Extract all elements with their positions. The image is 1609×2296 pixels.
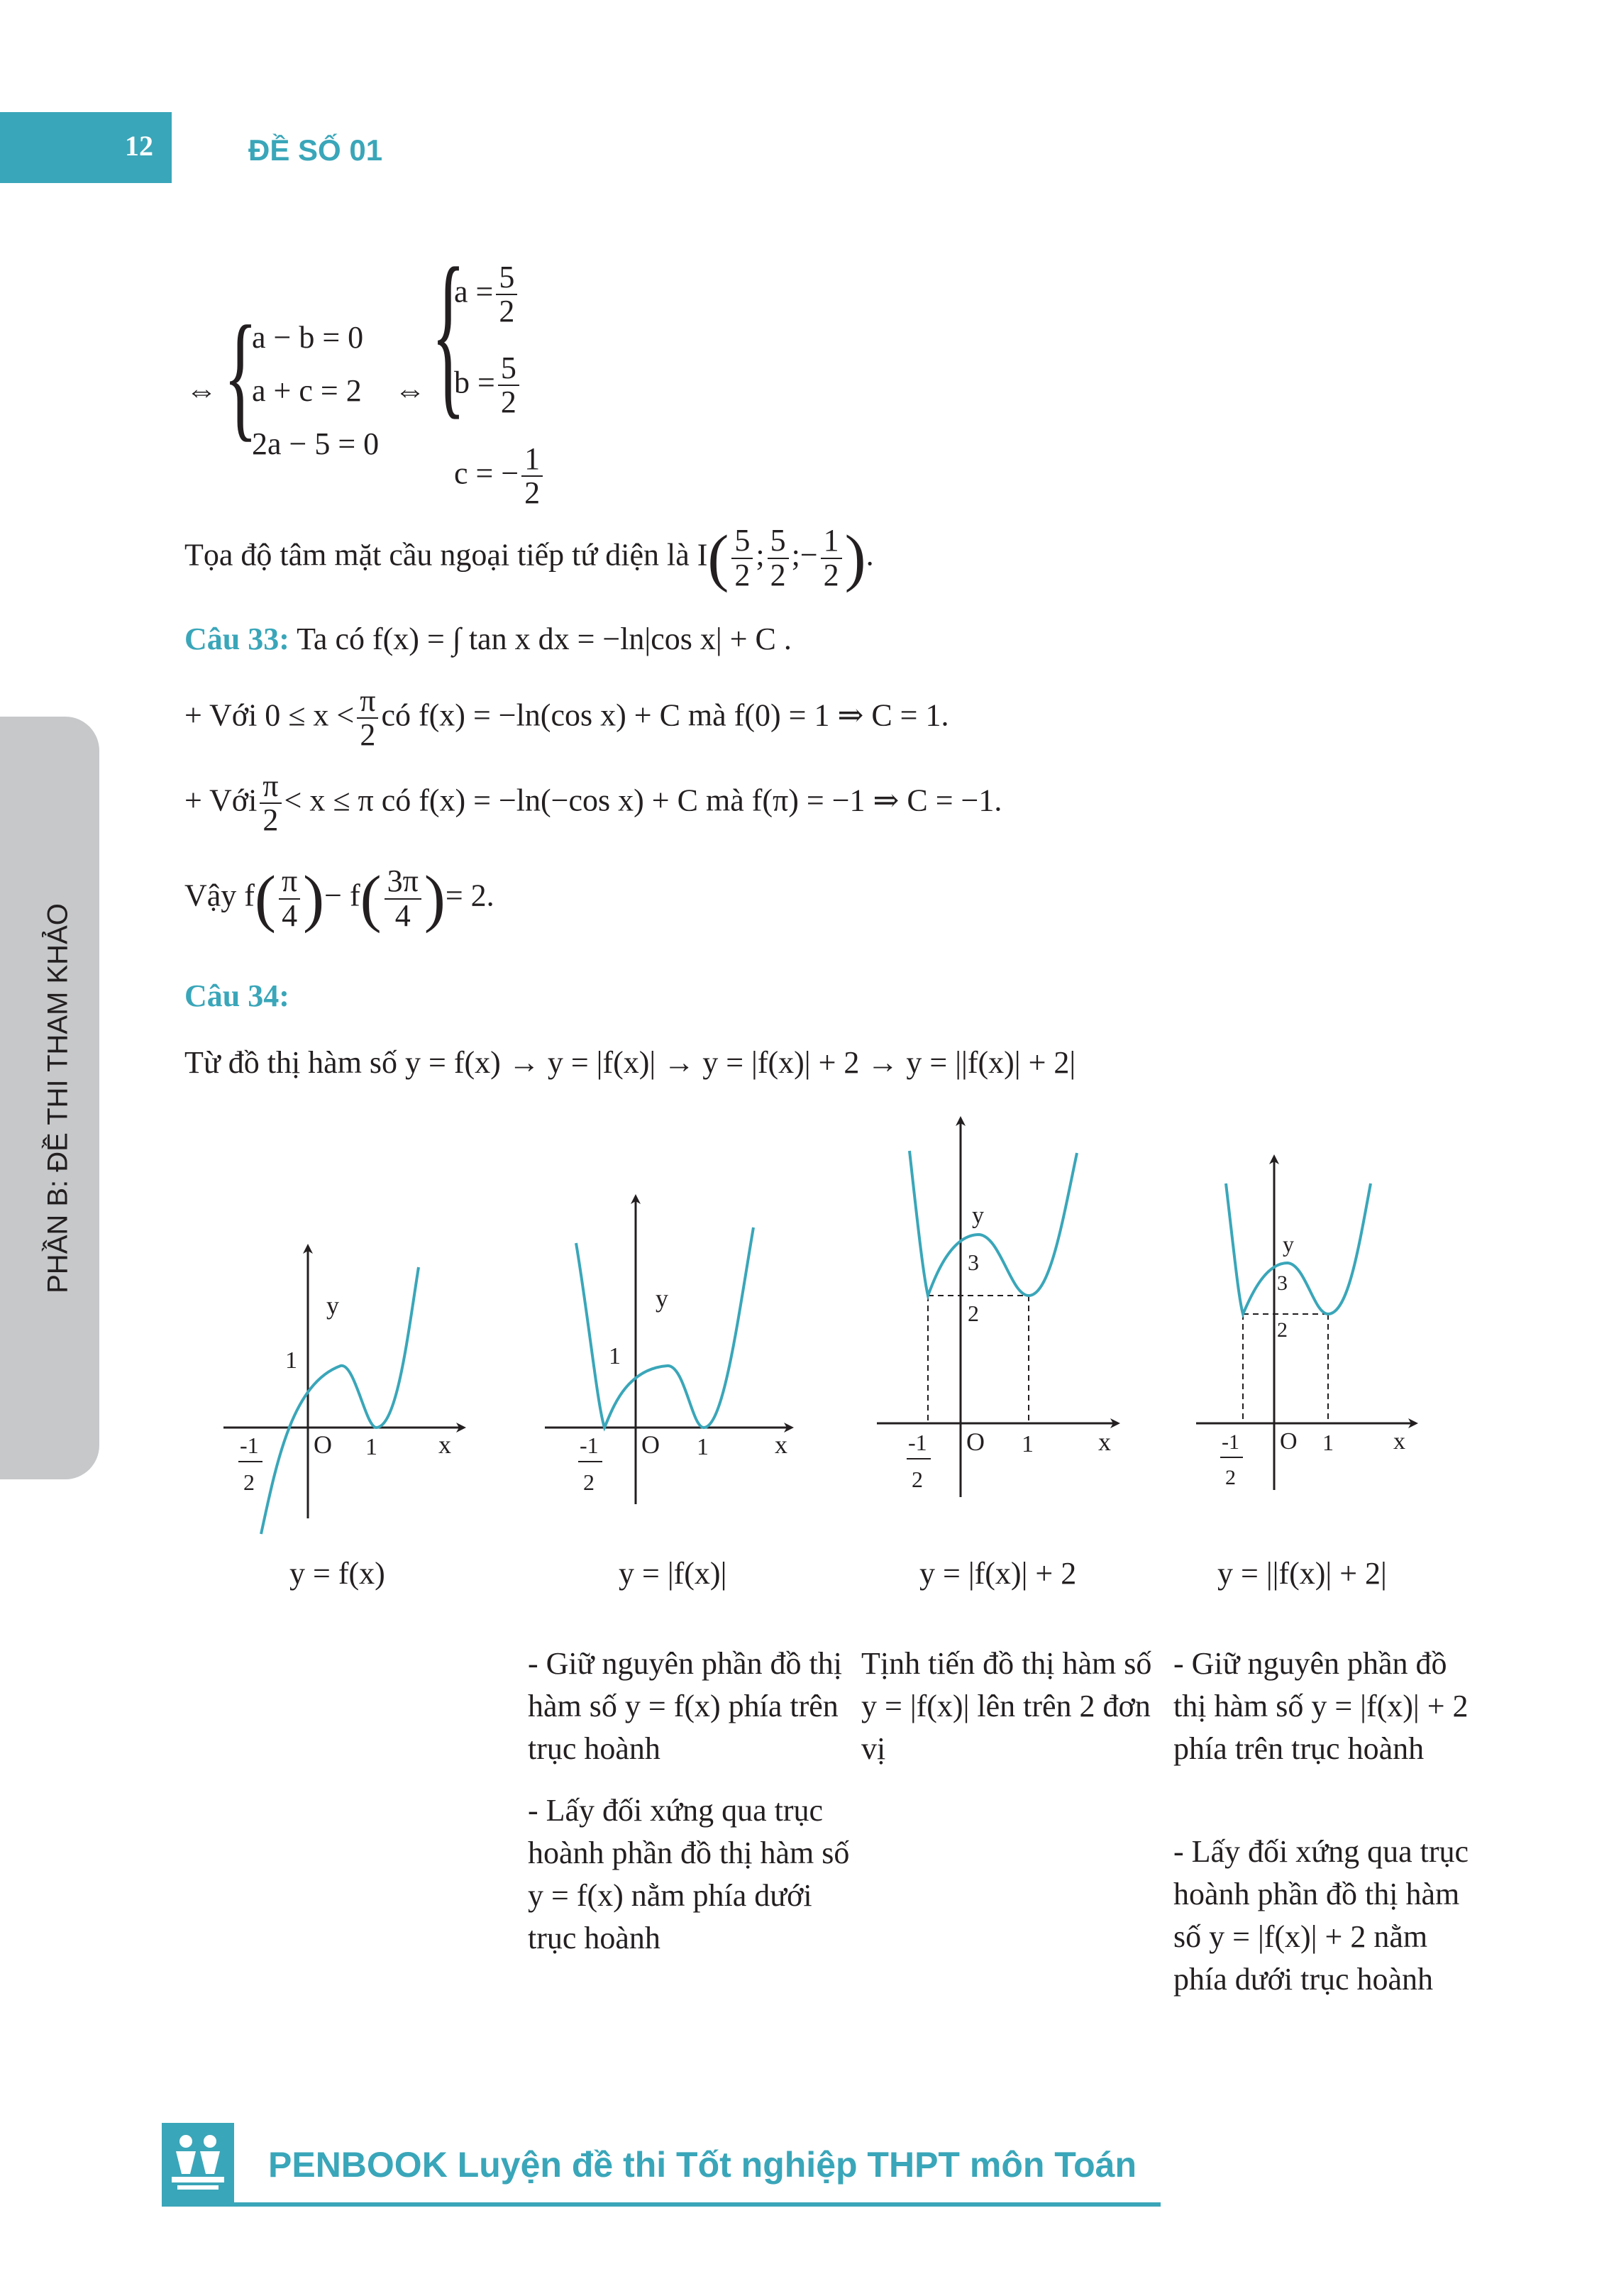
system-eq-1: a − b = 0 (252, 320, 364, 355)
graph-f-tick-1: 1 (365, 1434, 377, 1460)
graph-4-y-tick-2: 2 (1277, 1318, 1288, 1342)
graph-f-curve (261, 1267, 419, 1534)
graph-f (223, 1249, 461, 1534)
graph-3-x-label: x (1098, 1428, 1111, 1456)
graph-3-neg-num: -1 (908, 1430, 927, 1455)
desc-col4-b: - Lấy đối xứng qua trục hoành phần đồ thị hàm số y = |f(x)| + 2 nằm phía dưới trục hoành (1173, 1834, 1469, 1997)
graph-abs-f-curve (576, 1227, 753, 1428)
q34-intro: Từ đồ thị hàm số y = f(x) → y = |f(x)| → y = |f(x)| + 2 → y = ||f(x)| + 2| (184, 1045, 1076, 1080)
system-eq-3: 2a − 5 = 0 (252, 426, 380, 461)
graph-f-origin: O (314, 1430, 332, 1459)
graph-4-x-label: x (1393, 1428, 1405, 1455)
left-brace-1: { (223, 297, 258, 454)
solution-a: a = $\frac{5}{2}$ (454, 261, 520, 328)
graph-3-y-label: y (972, 1203, 984, 1229)
graph-3-tick-1: 1 (1022, 1431, 1034, 1457)
q33-case-1: + Với 0 ≤ x < $\frac{\pi}{2}$ có f(x) = −ln(cos x) + C mà f(0) = 1 ⇒ C = 1. (184, 683, 949, 753)
graph-f-neg-den: 2 (243, 1469, 255, 1495)
footer-title: PENBOOK Luyện đề thi Tốt nghiệp THPT môn Toán (268, 2145, 1137, 2185)
graph-f-neg-num: -1 (240, 1433, 259, 1458)
caption-abs-f-plus-2: y = |f(x)| + 2 (919, 1556, 1077, 1591)
desc-col3: Tịnh tiến đồ thị hàm số y = |f(x)| lên trên 2 đơn vị (861, 1646, 1152, 1766)
solution-c: c = − $\frac{1}{2}$ (454, 443, 546, 509)
desc-col4-a: - Giữ nguyên phần đồ thị hàm số y = |f(x)| + 2 phía trên trục hoành (1173, 1646, 1469, 1766)
solution-b: b = $\frac{5}{2}$ (454, 352, 522, 419)
graph-abs-f-neg-den: 2 (583, 1469, 595, 1495)
graph-abs-f (545, 1199, 789, 1504)
sphere-center-line: Tọa độ tâm mặt cầu ngoại tiếp tứ diện là I( $\frac{5}{2}$ ; $\frac{5}{2}$ ;− $\frac{1}{2}$ ). (184, 523, 874, 593)
graph-abs-f-neg-num: -1 (580, 1433, 599, 1458)
graph-3-origin: O (966, 1428, 985, 1456)
equiv-sign-1: ⇔ (186, 373, 217, 408)
system-eq-2: a + c = 2 (252, 373, 362, 408)
graph-abs-abs-f-plus-2 (1196, 1159, 1413, 1490)
graph-abs-f-x-label: x (775, 1430, 787, 1459)
caption-f: y = f(x) (289, 1556, 385, 1591)
q33-label: Câu 33: (184, 622, 289, 656)
exam-title: ĐỀ SỐ 01 (248, 133, 383, 167)
desc-col2-a: - Giữ nguyên phần đồ thị hàm số y = f(x) phía trên trục hoành (528, 1646, 843, 1766)
graph-4-neg-den: 2 (1225, 1466, 1236, 1489)
graph-3-y-tick-3: 3 (968, 1249, 979, 1275)
graph-abs-f-y-label: y (656, 1284, 668, 1313)
graph-f-y-label: y (326, 1291, 339, 1320)
footer-logo (162, 2123, 234, 2202)
caption-abs-f: y = |f(x)| (619, 1556, 727, 1591)
graph-abs-f-y-tick-1: 1 (609, 1343, 621, 1369)
q33-result: Vậy f( $\frac{\pi}{4}$ )− f( $\frac{3\pi}{4}$ )= 2. (184, 863, 494, 934)
graphs-figure (0, 1107, 1609, 1547)
graph-3-curve (909, 1151, 1077, 1296)
graph-f-x-label: x (438, 1430, 451, 1459)
graph-4-y-label: y (1283, 1231, 1294, 1257)
graph-3-y-tick-2: 2 (968, 1301, 979, 1326)
q34-label: Câu 34: (184, 978, 289, 1013)
caption-abs-abs-f-plus-2: y = ||f(x)| + 2| (1217, 1556, 1387, 1591)
q33-intro: Câu 33: Ta có f(x) = ∫ tan x dx = −ln|cos x| + C . (184, 622, 792, 656)
side-tab-label: PHẦN B: ĐỀ THI THAM KHẢO (42, 903, 74, 1293)
graph-4-y-tick-3: 3 (1277, 1271, 1288, 1295)
graph-3-neg-den: 2 (912, 1467, 923, 1492)
graph-4-curve (1226, 1183, 1371, 1314)
desc-col2-b: - Lấy đối xứng qua trục hoành phần đồ thị hàm số y = f(x) nằm phía dưới trục hoành (528, 1793, 850, 1955)
q33-case-2: + Với $\frac{\pi}{2}$ < x ≤ π có f(x) = −ln(−cos x) + C mà f(π) = −1 ⇒ C = −1. (184, 768, 1002, 838)
people-icon (162, 2123, 234, 2202)
graph-4-tick-1: 1 (1322, 1430, 1334, 1455)
equiv-sign-2: ⇔ (394, 373, 426, 408)
graph-abs-f-plus-2 (877, 1121, 1115, 1497)
graph-f-y-tick-1: 1 (285, 1347, 297, 1374)
footer-rule (162, 2202, 1161, 2207)
graph-abs-f-tick-1: 1 (697, 1434, 709, 1460)
graph-abs-f-origin: O (641, 1430, 660, 1459)
left-brace-2: { (431, 231, 465, 435)
page-number: 12 (125, 130, 153, 162)
graph-4-origin: O (1280, 1428, 1298, 1455)
graph-4-neg-num: -1 (1222, 1430, 1239, 1454)
